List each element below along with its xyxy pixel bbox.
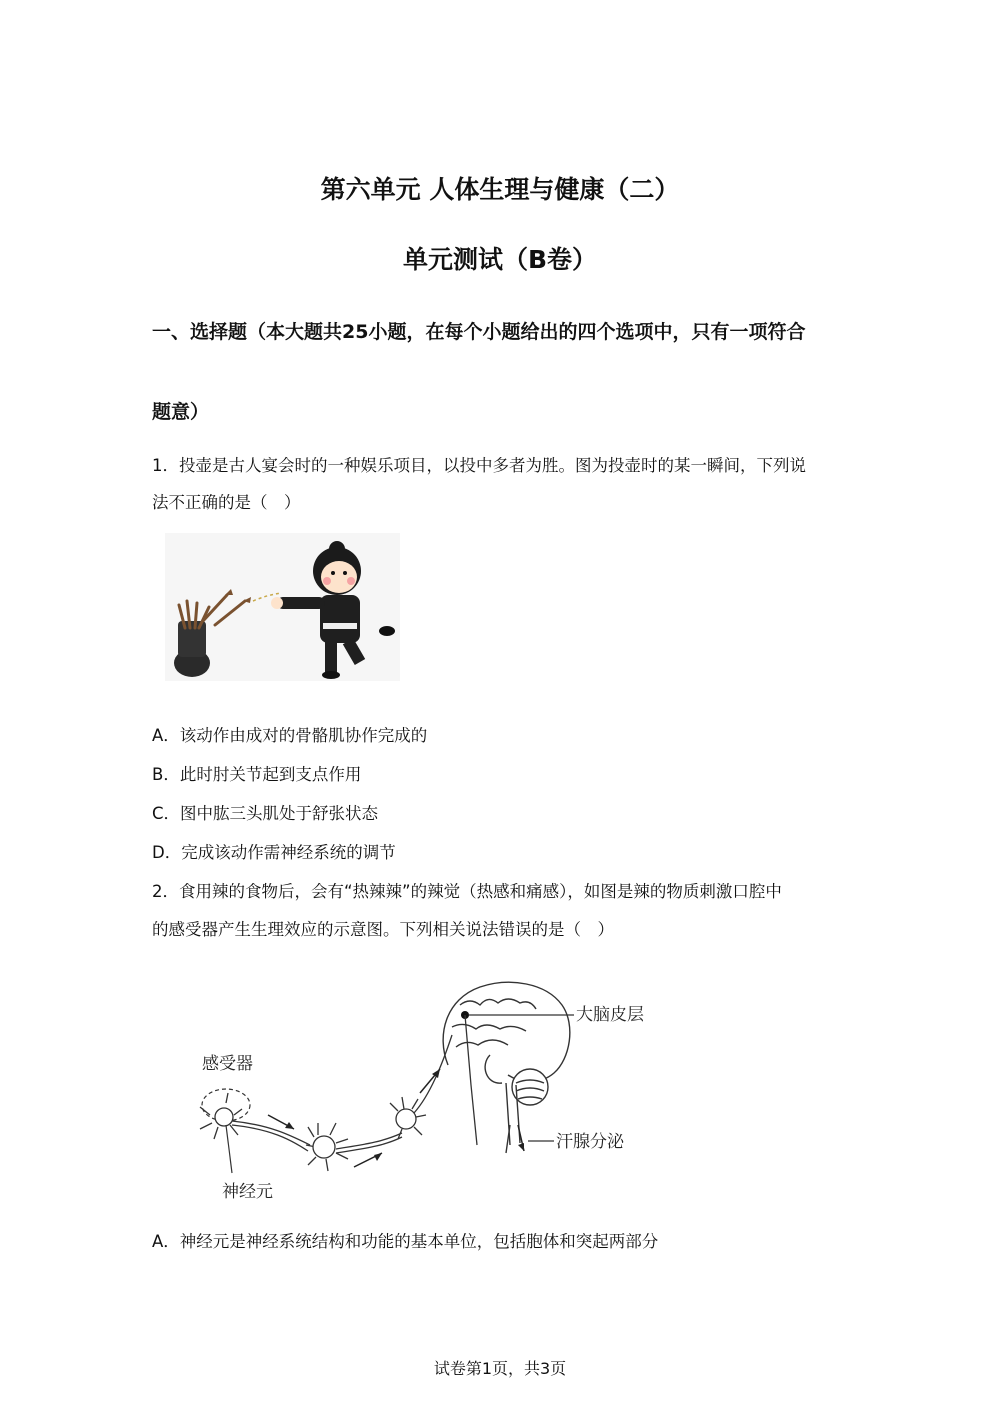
q2-option-a: A．神经元是神经系统结构和功能的基本单位，包括胞体和突起两部分	[152, 1232, 659, 1251]
neuron-label: 神经元	[222, 1182, 273, 1202]
document-title: 第六单元 人体生理与健康（二）	[320, 175, 680, 204]
cortex-label: 大脑皮层	[576, 1005, 644, 1025]
q1-option-c: C．图中肱三头肌处于舒张状态	[152, 804, 379, 823]
q2-stem-line2: 的感受器产生生理效应的示意图。下列相关说法错误的是（ ）	[152, 920, 614, 939]
q1-option-d: D．完成该动作需神经系统的调节	[152, 843, 396, 862]
section-heading-line1: 一、选择题（本大题共25小题，在每个小题给出的四个选项中，只有一项符合	[152, 321, 806, 343]
q1-stem-line2: 法不正确的是（ ）	[152, 493, 301, 512]
page-footer: 试卷第1页，共3页	[433, 1359, 567, 1378]
sweat-gland-label: 汗腺分泌	[556, 1132, 624, 1152]
receptor-label: 感受器	[202, 1054, 253, 1074]
q1-option-a: A．该动作由成对的骨骼肌协作完成的	[152, 726, 428, 745]
q1-stem-line1: 1．投壶是古人宴会时的一种娱乐项目，以投中多者为胜。图为投壶时的某一瞬间，下列说	[152, 456, 806, 475]
neural-pathway-diagram	[190, 975, 660, 1205]
pitch-pot-illustration	[165, 533, 400, 681]
q1-option-b: B．此时肘关节起到支点作用	[152, 765, 362, 784]
section-heading-line2: 题意）	[152, 401, 210, 423]
document-subtitle: 单元测试（B卷）	[402, 245, 598, 274]
q2-stem-line1: 2．食用辣的食物后，会有“热辣辣”的辣觉（热感和痛感），如图是辣的物质刺激口腔中	[152, 882, 782, 901]
